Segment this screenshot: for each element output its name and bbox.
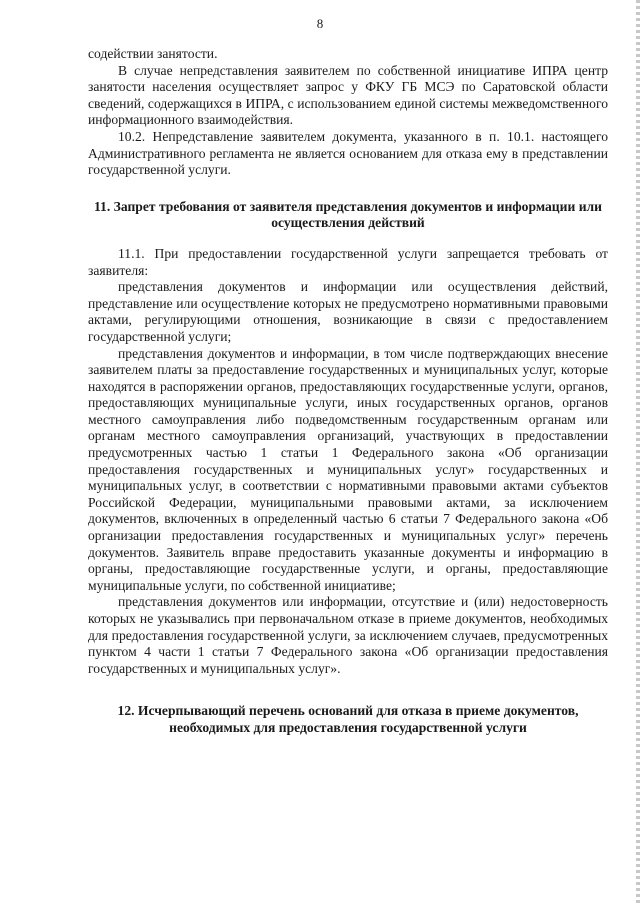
paragraph: представления документов или информации, отсутствие и (или) недостоверность которых не указывались при первоначальном отказе в приеме документов, необходимых для предоставления государственной услуги, за исключением случаев, предусмотренных пунктом 4 части 1 статьи 7 Федерального закона «Об организации предоставления государственных и муниципальных услуг». bbox=[88, 594, 608, 676]
scan-edge bbox=[636, 0, 640, 905]
paragraph: представления документов и информации или осуществления действий, представление или осуществление которых не предусмотрено нормативными правовыми актами, регулирующими отношения, возникающие в связи с предоставлением государственной услуги; bbox=[88, 279, 608, 344]
page-number: 8 bbox=[316, 16, 324, 31]
paragraph: содействии занятости. bbox=[88, 46, 218, 61]
paragraph: В случае непредставления заявителем по собственной инициативе ИПРА центр занятости населения осуществляет запрос у ФКУ ГБ МСЭ по Саратовской области сведений, содержащихся в ИПРА, с использованием единой системы межведомственного информационного взаимодействия. bbox=[88, 62, 608, 128]
section-heading-12: 12. Исчерпывающий перечень оснований для отказа в приеме документов, необходимых для предоставления государственной услуги bbox=[117, 703, 579, 735]
section-heading-11: 11. Запрет требования от заявителя представления документов и информации или осуществления действий bbox=[94, 198, 602, 231]
paragraph: представления документов и информации, в том числе подтверждающих внесение заявителем платы за предоставление государственных и муниципальных услуг, которые находятся в распоряжении органов, предоставляющих государственные услуги, органов, предоставляющих муниципальные услуги, иных государственных органов, органов местного самоуправления либо подведомственным государственным органам или органам местного самоуправления организаций, участвующих в предоставлении предусмотренных частью 1 статьи 1 Федерального закона «Об организации предоставления государственных и муниципальных услуг» государственных и муниципальных услуг, в соответствии с нормативными правовыми актами субъектов Российской Федерации, муниципальными правовыми актами, за исключением документов, включенных в определенный частью 6 статьи 7 Федерального закона «Об организации предоставления государственных и муниципальных услуг» перечень документов. Заявитель вправе предоставить указанные документы и информацию в органы, предоставляющие государственные услуги, и органы, предоставляющие муниципальные услуги, по собственной инициативе; bbox=[88, 345, 608, 593]
paragraph: 11.1. При предоставлении государственной услуги запрещается требовать от заявителя: bbox=[88, 245, 608, 278]
document-body bbox=[88, 46, 608, 737]
paragraph: 10.2. Непредставление заявителем документа, указанного в п. 10.1. настоящего Административного регламента не является основанием для отказа ему в представлении государственной услуги. bbox=[88, 128, 608, 178]
